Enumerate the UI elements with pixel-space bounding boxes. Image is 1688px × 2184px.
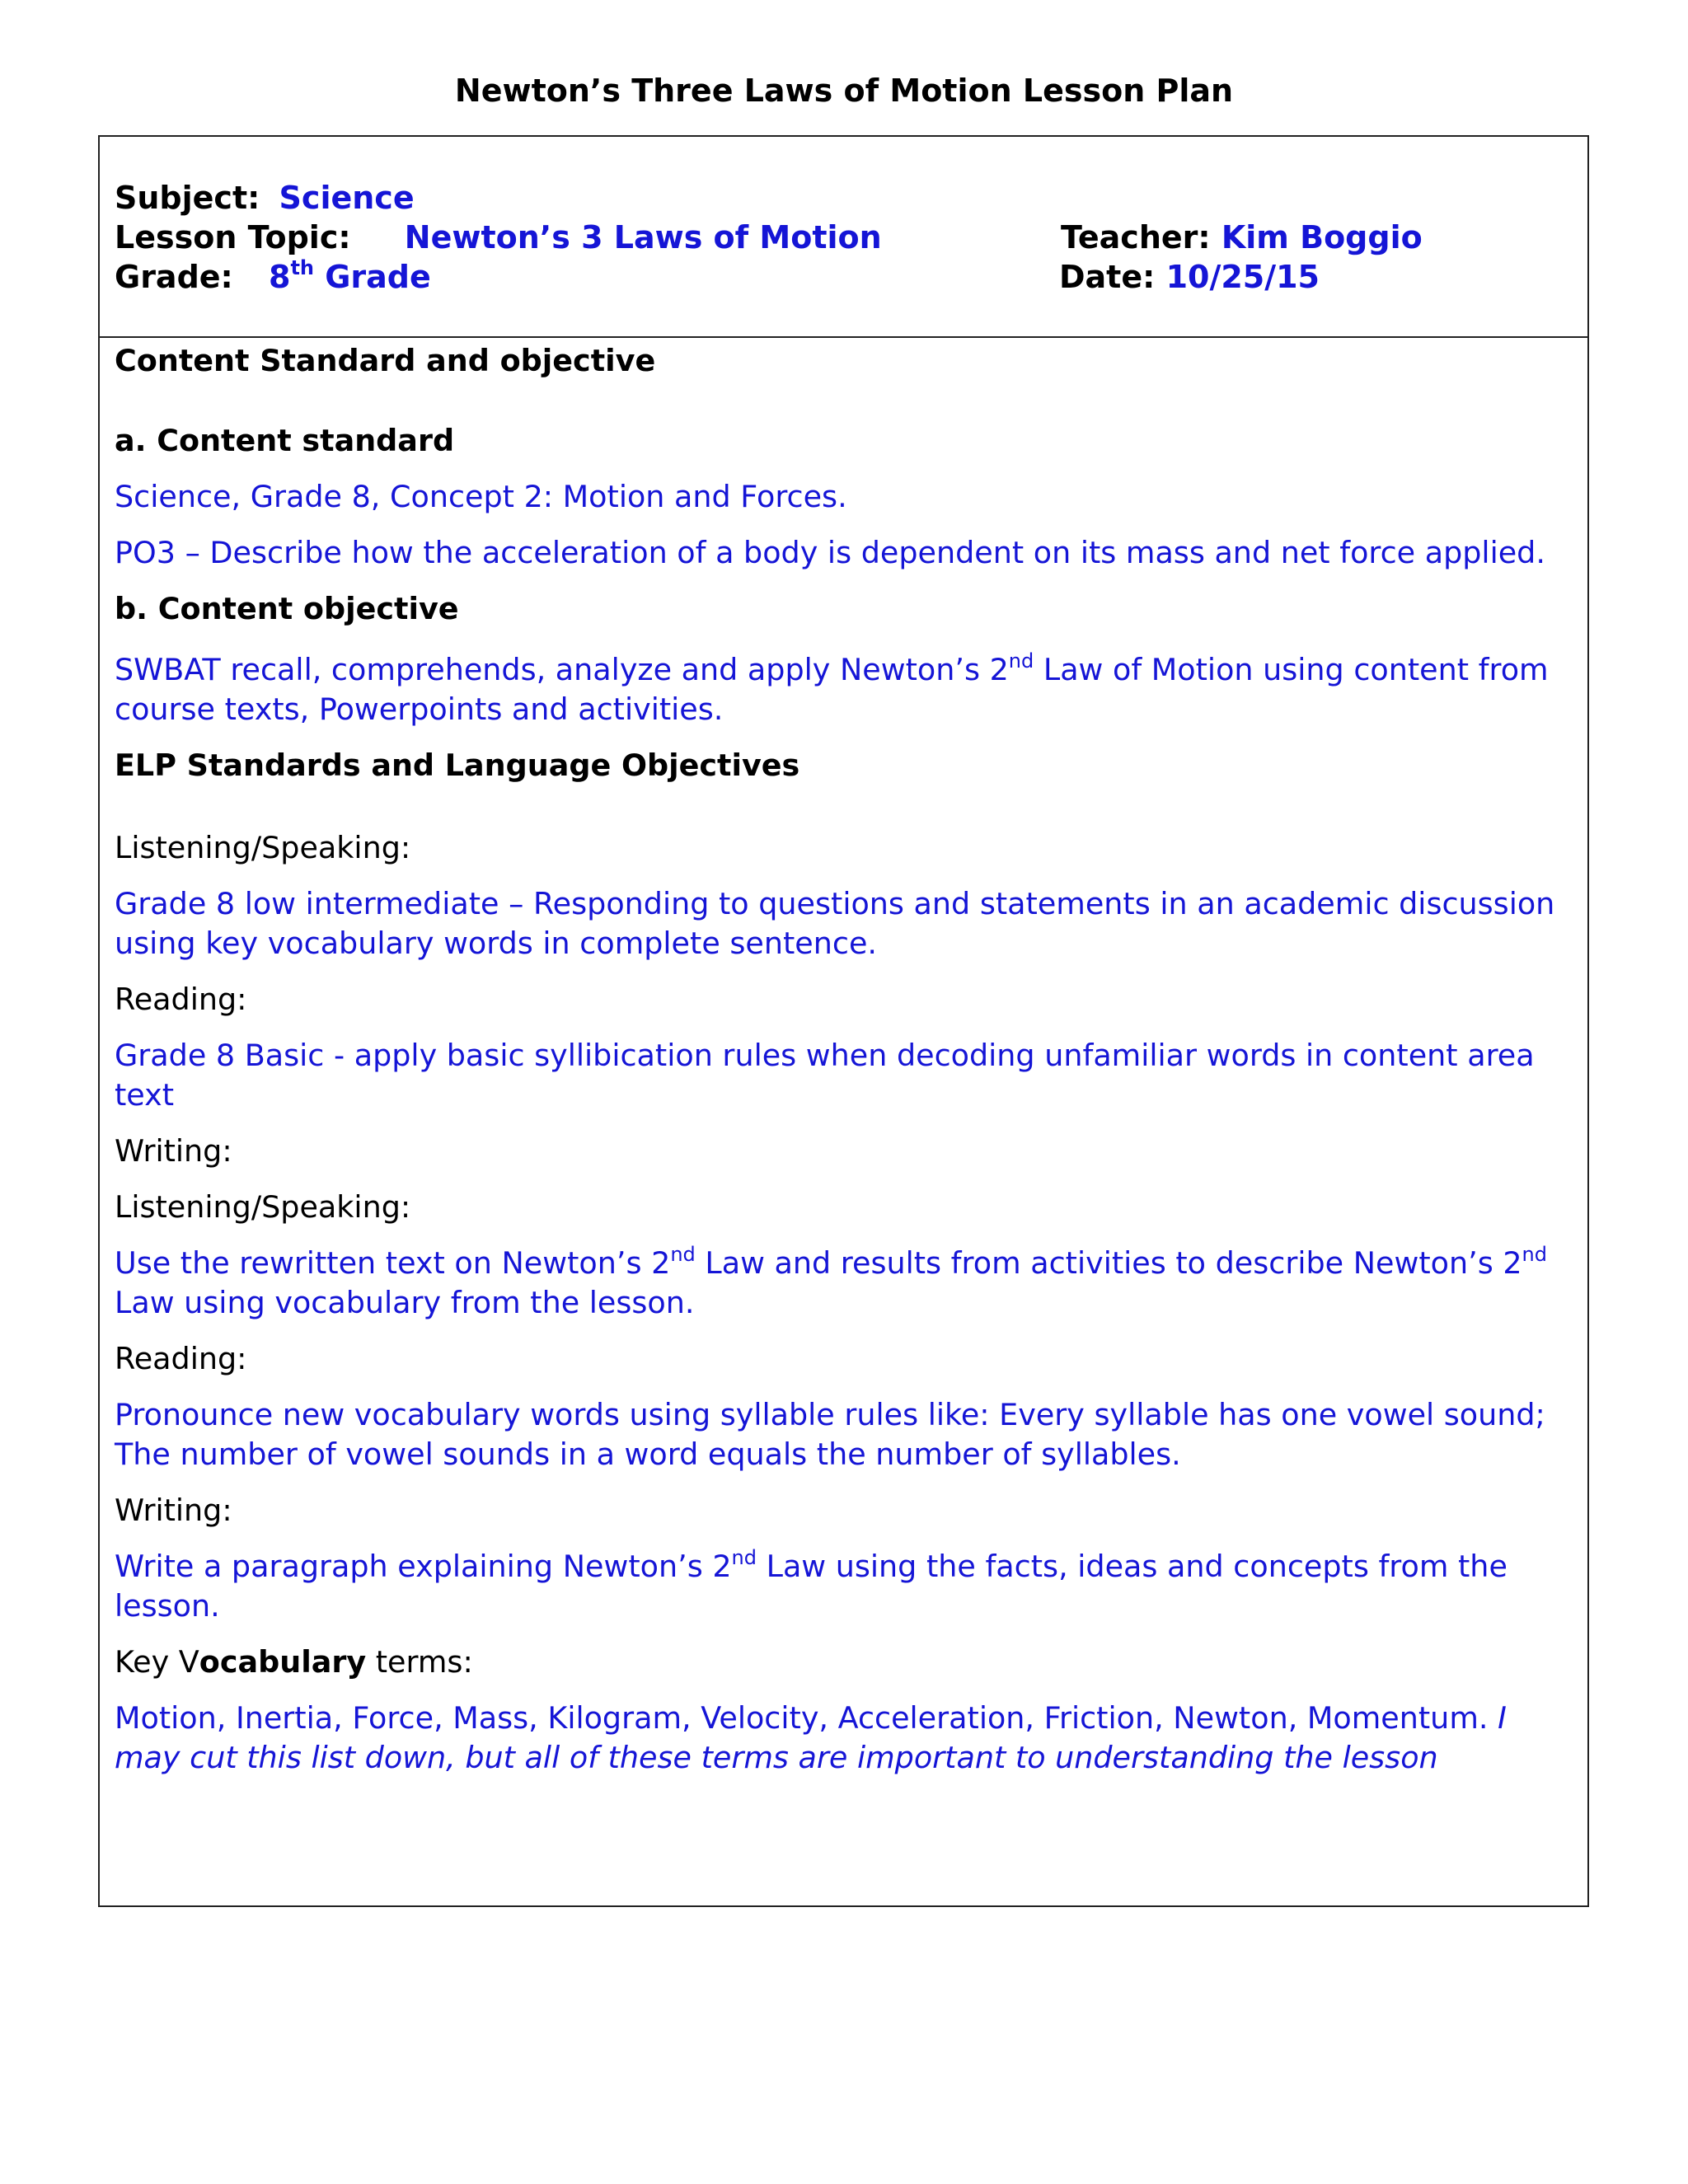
listening-speaking-text-2	[115, 1244, 1573, 1323]
listening-speaking-text-1: Grade 8 low intermediate – Responding to questions and statements in an academic discussion using key vocabulary words in complete sentence.	[115, 886, 1555, 961]
lesson-content	[115, 338, 1573, 1778]
objective-text-a: SWBAT recall, comprehends, analyze and apply Newton’s 2	[115, 652, 1009, 687]
ls2-sup-2: nd	[1522, 1242, 1547, 1266]
objective-text	[115, 650, 1573, 729]
subject-row	[115, 178, 415, 218]
key-vocabulary-label	[115, 1643, 1573, 1682]
vocab-label-a: Key V	[115, 1644, 199, 1680]
heading-b-content-objective: b. Content objective	[115, 591, 459, 626]
standard-line-2: PO3 – Describe how the acceleration of a body is dependent on its mass and net force applied.	[115, 535, 1545, 570]
grade-word: Grade	[325, 259, 431, 295]
reading-text-2: Pronounce new vocabulary words using syllable rules like: Every syllable has one vowel sound; The number of vowel sounds in a word equals the number of syllables.	[115, 1397, 1545, 1472]
vocabulary-note: I may cut this list down, but all of these terms are important to understanding the lesson	[115, 1700, 1507, 1775]
ls2-text-b: Law and results from activities to describe Newton’s 2	[695, 1245, 1522, 1281]
writing-label-1: Writing:	[115, 1133, 232, 1169]
writing-text-a: Write a paragraph explaining Newton’s 2	[115, 1549, 732, 1584]
vocabulary-terms: Motion, Inertia, Force, Mass, Kilogram, Velocity, Acceleration, Friction, Newton, Momentum.	[115, 1700, 1489, 1736]
grade-suffix: th	[290, 256, 314, 280]
teacher-row	[1061, 218, 1423, 257]
listening-speaking-label-2: Listening/Speaking:	[115, 1189, 411, 1225]
topic-label: Lesson Topic:	[115, 219, 351, 255]
writing-label-2: Writing:	[115, 1493, 232, 1528]
ls2-text-c: Law using vocabulary from the lesson.	[115, 1285, 695, 1320]
objective-text-b: Law of Motion using content from course texts, Powerpoints and activities.	[115, 652, 1549, 727]
grade-value	[268, 256, 431, 295]
subject-label: Subject:	[115, 180, 260, 216]
writing-text	[115, 1547, 1573, 1626]
document-title: Newton’s Three Laws of Motion Lesson Plan	[454, 73, 1234, 109]
reading-text-1: Grade 8 Basic - apply basic syllibication rules when decoding unfamiliar words in content area text	[115, 1038, 1535, 1113]
grade-row	[115, 257, 431, 297]
heading-content-standard: Content Standard and objective	[115, 343, 656, 378]
topic-value: Newton’s 3 Laws of Motion	[404, 219, 882, 255]
heading-a-content-standard: a. Content standard	[115, 423, 455, 458]
vocab-label-bold: ocabulary	[199, 1644, 367, 1680]
grade-label: Grade:	[115, 259, 233, 295]
writing-text-b: Law using the facts, ideas and concepts from the lesson.	[115, 1549, 1507, 1624]
grade-number: 8	[268, 259, 291, 295]
objective-sup: nd	[1008, 649, 1034, 673]
vocab-label-b: terms:	[366, 1644, 473, 1680]
teacher-label: Teacher:	[1061, 219, 1211, 255]
lesson-plan-table	[98, 135, 1589, 1907]
writing-sup: nd	[731, 1545, 757, 1569]
date-value: 10/25/15	[1165, 259, 1320, 295]
vocabulary-list	[115, 1699, 1573, 1778]
subject-value: Science	[279, 180, 415, 216]
date-row	[1059, 257, 1320, 297]
heading-elp-standards: ELP Standards and Language Objectives	[115, 748, 800, 783]
lesson-header	[100, 137, 1587, 338]
standard-line-1: Science, Grade 8, Concept 2: Motion and Forces.	[115, 479, 847, 514]
ls2-text-a: Use the rewritten text on Newton’s 2	[115, 1245, 671, 1281]
topic-row	[115, 218, 882, 257]
ls2-sup-1: nd	[670, 1242, 696, 1266]
reading-label-1: Reading:	[115, 982, 247, 1017]
listening-speaking-label-1: Listening/Speaking:	[115, 830, 411, 865]
teacher-value: Kim Boggio	[1221, 219, 1423, 255]
date-label: Date:	[1059, 259, 1156, 295]
reading-label-2: Reading:	[115, 1341, 247, 1376]
